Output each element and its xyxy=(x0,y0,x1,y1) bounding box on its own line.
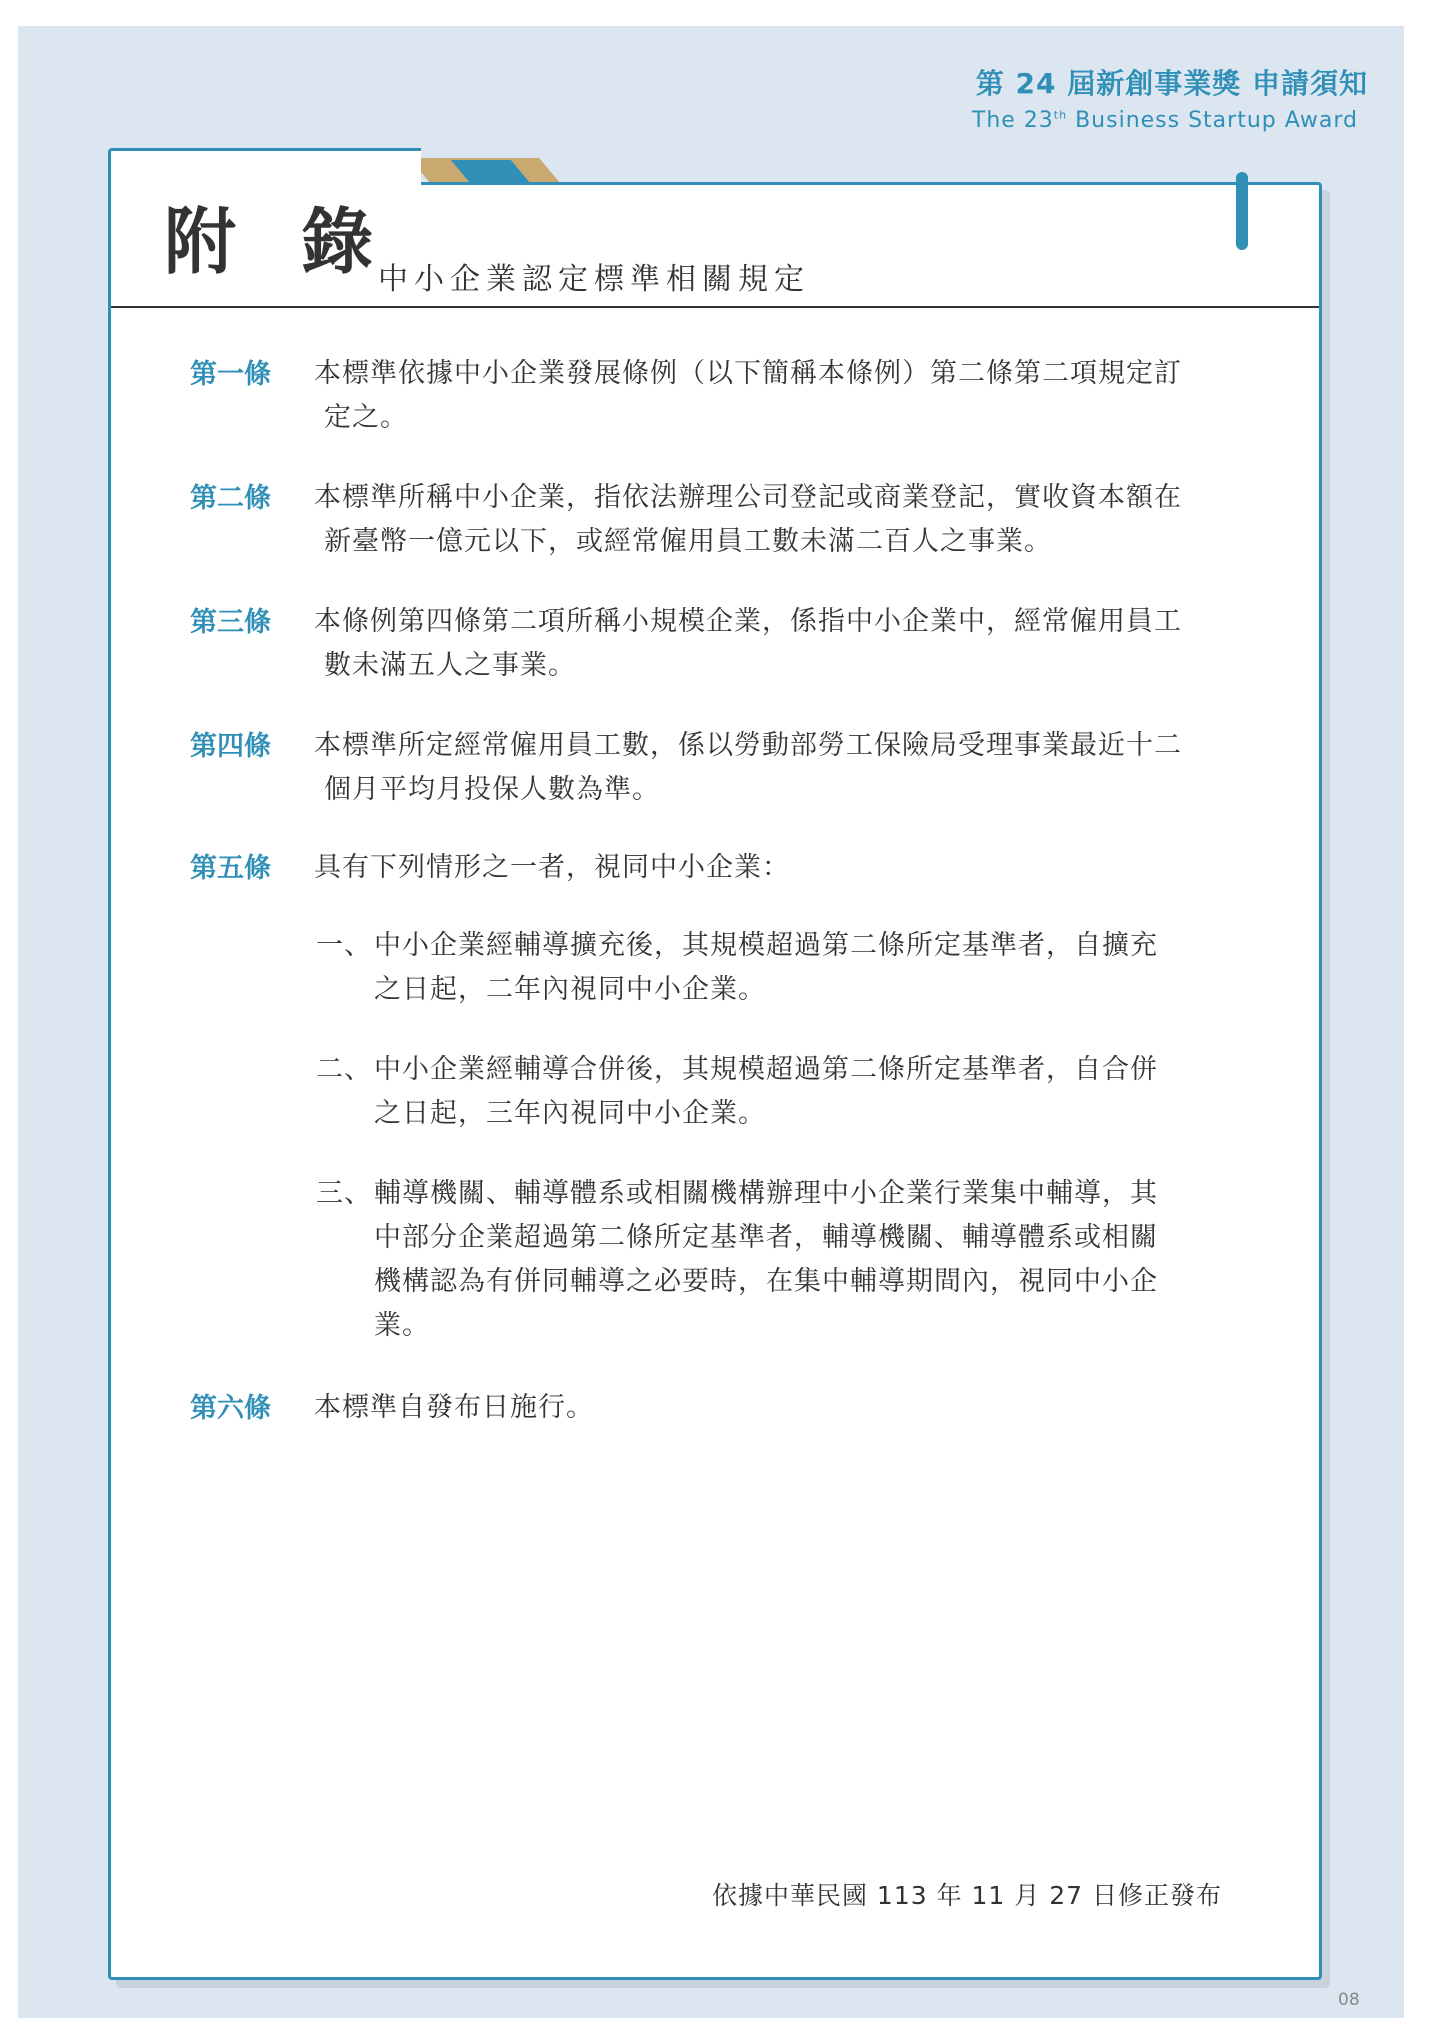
article-body xyxy=(314,846,1234,890)
article-body xyxy=(314,724,1234,812)
article-line: 新臺幣一億元以下，或經常僱用員工數未滿二百人之事業。 xyxy=(324,526,1052,557)
article-body xyxy=(314,476,1234,564)
header-subtitle xyxy=(972,108,1358,133)
page-subtitle: 中小企業認定標準相關規定 xyxy=(378,262,810,297)
page-title: 附 錄 xyxy=(164,200,394,284)
article-body xyxy=(314,1386,1234,1430)
article-line: 本條例第四條第二項所稱小規模企業，係指中小企業中，經常僱用員工 xyxy=(314,606,1182,637)
article-label: 第四條 xyxy=(190,731,271,762)
item-line: 中小企業經輔導合併後，其規模超過第二條所定基準者，自合併 xyxy=(374,1054,1158,1085)
article-line: 本標準所定經常僱用員工數，係以勞動部勞工保險局受理事業最近十二 xyxy=(314,730,1182,761)
item-number: 三、 xyxy=(316,1178,372,1209)
header-subtitle-pre: The 23 xyxy=(971,108,1054,133)
item-line: 之日起，三年內視同中小企業。 xyxy=(374,1098,766,1129)
revision-note: 依據中華民國 113 年 11 月 27 日修正發布 xyxy=(711,1881,1222,1910)
item-number: 一、 xyxy=(316,930,372,961)
article-line: 個月平均月投保人數為準。 xyxy=(324,774,660,805)
item-line: 中小企業經輔導擴充後，其規模超過第二條所定基準者，自擴充 xyxy=(374,930,1158,961)
item-line: 之日起，二年內視同中小企業。 xyxy=(374,974,766,1005)
card-accent-bar xyxy=(1236,172,1248,250)
item-number: 二、 xyxy=(316,1054,372,1085)
card-tab xyxy=(108,148,421,191)
article-body xyxy=(314,600,1234,688)
article-line: 數未滿五人之事業。 xyxy=(324,650,576,681)
article-line: 本標準所稱中小企業，指依法辦理公司登記或商業登記，實收資本額在 xyxy=(314,482,1182,513)
article-line: 定之。 xyxy=(324,402,408,433)
article-label: 第二條 xyxy=(190,483,271,514)
header-subtitle-sup: th xyxy=(1053,108,1068,122)
page-number: 08 xyxy=(1338,1990,1360,2010)
article-line: 本標準自發布日施行。 xyxy=(314,1392,594,1423)
article-label: 第三條 xyxy=(190,607,271,638)
item-line: 中部分企業超過第二條所定基準者，輔導機關、輔導體系或相關 xyxy=(374,1222,1158,1253)
header-title: 第 24 屆新創事業獎 申請須知 xyxy=(975,67,1368,100)
article-body xyxy=(314,352,1234,440)
item-line: 輔導機關、輔導體系或相關機構辦理中小企業行業集中輔導，其 xyxy=(374,1178,1158,1209)
item-line: 機構認為有併同輔導之必要時，在集中輔導期間內，視同中小企 xyxy=(374,1266,1158,1297)
article-label: 第五條 xyxy=(190,853,271,884)
article-line: 具有下列情形之一者，視同中小企業： xyxy=(314,852,790,883)
title-divider xyxy=(111,306,1319,308)
article-label: 第一條 xyxy=(190,359,271,390)
list-item-3 xyxy=(316,1172,1236,1348)
list-item-2 xyxy=(316,1048,1236,1136)
article-label: 第六條 xyxy=(190,1393,271,1424)
list-item-1 xyxy=(316,924,1236,1012)
header-subtitle-post: Business Startup Award xyxy=(1067,108,1358,133)
article-line: 本標準依據中小企業發展條例（以下簡稱本條例）第二條第二項規定訂 xyxy=(314,358,1182,389)
item-line: 業。 xyxy=(374,1310,430,1341)
